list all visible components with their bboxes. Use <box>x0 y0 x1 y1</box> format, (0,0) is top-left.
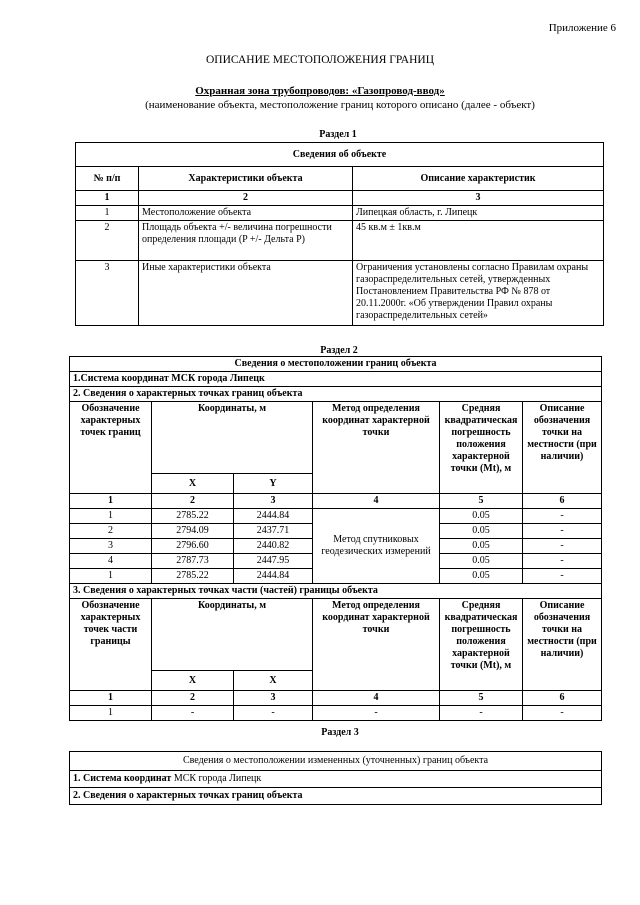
col-index: 2 <box>152 691 234 706</box>
point-desc: - <box>523 539 602 554</box>
col-description-header: Описание характеристик <box>353 167 604 191</box>
section3-points-header: 2. Сведения о характерных точках границ объекта <box>70 788 602 805</box>
point-x: 2785.22 <box>152 509 234 524</box>
row-characteristic: Площадь объекта +/- величина погрешности определения площади (P +/- Дельта P) <box>139 221 353 261</box>
point-y: 2444.84 <box>234 569 313 584</box>
section2-label: Раздел 2 <box>320 345 358 356</box>
col-x-header: X <box>152 474 234 494</box>
point-x: 2785.22 <box>152 569 234 584</box>
point-number: 2 <box>70 524 152 539</box>
col-method-header: Метод определения координат характерной точки <box>313 599 440 691</box>
table-row <box>76 261 604 326</box>
point-y: 2447.95 <box>234 554 313 569</box>
object-name-bold: Охранная зона трубопроводов: «Газопровод-ввод» <box>195 85 445 97</box>
part-point-number: 1 <box>70 706 152 721</box>
section3-label: Раздел 3 <box>321 727 359 738</box>
col-index: 2 <box>139 191 353 206</box>
section1-table <box>75 142 604 326</box>
section3-table <box>69 751 602 805</box>
col-index: 5 <box>440 691 523 706</box>
page-title: ОПИСАНИЕ МЕСТОПОЛОЖЕНИЯ ГРАНИЦ <box>205 54 435 66</box>
col-coords-header: Координаты, м <box>152 599 313 671</box>
section2-table <box>69 356 602 721</box>
points-header: 2. Сведения о характерных точках границ объекта <box>70 387 602 402</box>
point-number: 1 <box>70 569 152 584</box>
row-number: 2 <box>76 221 139 261</box>
part-point-error: - <box>440 706 523 721</box>
section3-header: Сведения о местоположении измененных (уточненных) границ объекта <box>70 752 602 771</box>
point-number: 4 <box>70 554 152 569</box>
point-x: 2796.60 <box>152 539 234 554</box>
section2-header: Сведения о местоположении границ объекта <box>70 357 602 372</box>
point-desc: - <box>523 569 602 584</box>
point-method: Метод спутниковых геодезических измерений <box>313 509 440 584</box>
col-index: 5 <box>440 494 523 509</box>
point-y: 2444.84 <box>234 509 313 524</box>
row-characteristic: Местоположение объекта <box>139 206 353 221</box>
part-point-desc: - <box>523 706 602 721</box>
part-point-x: - <box>152 706 234 721</box>
col-x-header: X <box>152 671 234 691</box>
row-number: 3 <box>76 261 139 326</box>
point-error: 0.05 <box>440 509 523 524</box>
coordinate-system: 1.Система координат МСК города Липецк <box>70 372 602 387</box>
col-desc-header: Описание обозначения точки на местности (при наличии) <box>523 599 602 691</box>
col-error-header: Средняя квадратическая погрешность положения характерной точки (Mt), м <box>440 402 523 494</box>
object-name <box>0 85 640 97</box>
object-name-note: (наименование объекта, местоположение границ которого описано (далее - объект) <box>145 99 535 111</box>
point-error: 0.05 <box>440 569 523 584</box>
col-number-header: № п/п <box>76 167 139 191</box>
col-method-header: Метод определения координат характерной точки <box>313 402 440 494</box>
col-index: 1 <box>76 191 139 206</box>
section3-coordinate-system <box>70 771 602 788</box>
col-index: 3 <box>234 691 313 706</box>
section3-system-bold: 1. Система координат <box>73 773 172 784</box>
row-number: 1 <box>76 206 139 221</box>
point-x: 2794.09 <box>152 524 234 539</box>
point-error: 0.05 <box>440 539 523 554</box>
col-index: 4 <box>313 691 440 706</box>
col-point-part-header: Обозначение характерных точек части границы <box>70 599 152 691</box>
point-error: 0.05 <box>440 524 523 539</box>
row-description: Ограничения установлены согласно Правилам охраны газораспределительных сетей, утвержденных Постановлением Правительства РФ № 878 от 20.11.2000г. «Об утверждении Правил охраны газораспределительных сетей» <box>353 261 604 326</box>
col-index: 6 <box>523 494 602 509</box>
col-index: 2 <box>152 494 234 509</box>
point-desc: - <box>523 554 602 569</box>
section1-header: Сведения об объекте <box>76 143 604 167</box>
row-description: Липецкая область, г. Липецк <box>353 206 604 221</box>
col-index: 4 <box>313 494 440 509</box>
point-number: 1 <box>70 509 152 524</box>
table-row <box>76 206 604 221</box>
col-index: 3 <box>353 191 604 206</box>
appendix-label: Приложение 6 <box>548 22 616 34</box>
point-x: 2787.73 <box>152 554 234 569</box>
section3-system-rest: МСК города Липецк <box>171 773 262 784</box>
point-desc: - <box>523 509 602 524</box>
parts-header: 3. Сведения о характерных точках части (частей) границы объекта <box>70 584 602 599</box>
point-number: 3 <box>70 539 152 554</box>
part-point-method: - <box>313 706 440 721</box>
point-y: 2440.82 <box>234 539 313 554</box>
col-coords-header: Координаты, м <box>152 402 313 474</box>
col-y-header: X <box>234 671 313 691</box>
col-point-header: Обозначение характерных точек границ <box>70 402 152 494</box>
point-desc: - <box>523 524 602 539</box>
col-index: 1 <box>70 494 152 509</box>
point-y: 2437.71 <box>234 524 313 539</box>
table-row <box>70 509 602 524</box>
row-description: 45 кв.м ± 1кв.м <box>353 221 604 261</box>
table-row <box>76 221 604 261</box>
point-error: 0.05 <box>440 554 523 569</box>
col-error-header: Средняя квадратическая погрешность положения характерной точки (Mt), м <box>440 599 523 691</box>
row-characteristic: Иные характеристики объекта <box>139 261 353 326</box>
col-index: 3 <box>234 494 313 509</box>
table-row <box>70 706 602 721</box>
section1-label: Раздел 1 <box>319 129 357 140</box>
col-desc-header: Описание обозначения точки на местности (при наличии) <box>523 402 602 494</box>
col-index: 6 <box>523 691 602 706</box>
col-characteristics-header: Характеристики объекта <box>139 167 353 191</box>
part-point-y: - <box>234 706 313 721</box>
col-index: 1 <box>70 691 152 706</box>
col-y-header: Y <box>234 474 313 494</box>
